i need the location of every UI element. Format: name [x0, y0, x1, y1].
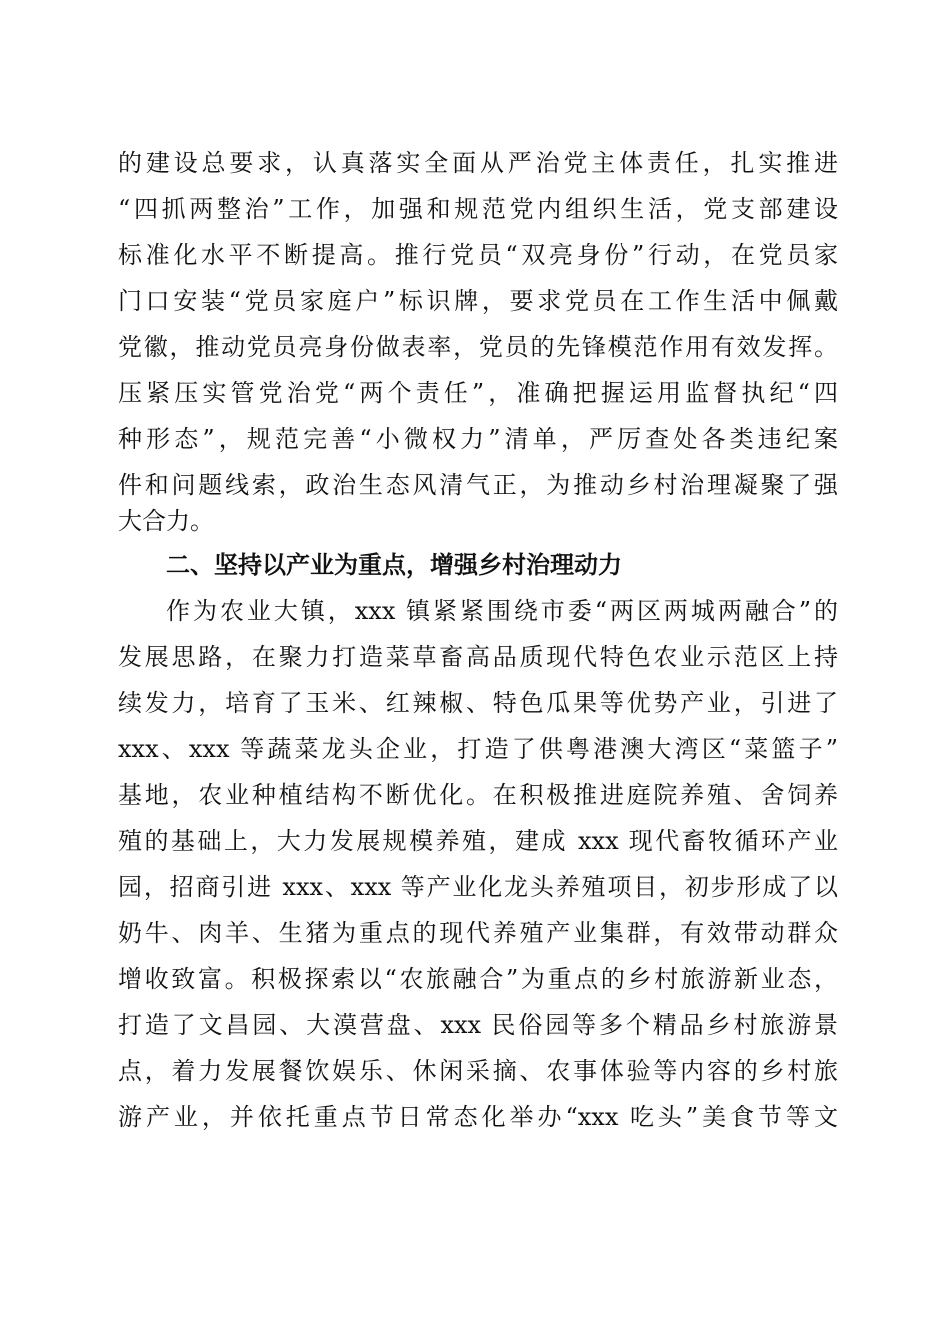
paragraph-2-line-8: 奶牛、肉羊、生猪为重点的现代养殖产业集群，有效带动群众 [118, 919, 838, 947]
paragraph-2-line-7: 园，招商引进 xxx、xxx 等产业化龙头养殖项目，初步形成了以 [118, 873, 838, 901]
paragraph-1-line-1: 的建设总要求，认真落实全面从严治党主体责任，扎实推进 [118, 149, 838, 177]
paragraph-2-line-10: 打造了文昌园、大漠营盘、xxx 民俗园等多个精品乡村旅游景 [118, 1011, 838, 1039]
paragraph-1-line-3: 标准化水平不断提高。推行党员“双亮身份”行动，在党员家 [118, 241, 838, 269]
paragraph-2-line-5: 基地，农业种植结构不断优化。在积极推进庭院养殖、舍饲养 [118, 781, 838, 809]
paragraph-2-line-6: 殖的基础上，大力发展规模养殖，建成 xxx 现代畜牧循环产业 [118, 827, 838, 855]
paragraph-1-line-8: 件和问题线索，政治生态风清气正，为推动乡村治理凝聚了强 [118, 471, 838, 499]
paragraph-1-line-4: 门口安装“党员家庭户”标识牌，要求党员在工作生活中佩戴 [118, 287, 838, 315]
paragraph-2-line-12: 游产业，并依托重点节日常态化举办“xxx 吃头”美食节等文 [118, 1103, 838, 1131]
paragraph-2-line-2: 发展思路，在聚力打造菜草畜高品质现代特色农业示范区上持 [118, 643, 838, 671]
paragraph-1-line-7: 种形态”，规范完善“小微权力”清单，严厉查处各类违纪案 [118, 425, 838, 453]
section-heading: 二、坚持以产业为重点，增强乡村治理动力 [166, 551, 622, 579]
paragraph-2-line-11: 点，着力发展餐饮娱乐、休闲采摘、农事体验等内容的乡村旅 [118, 1057, 838, 1085]
paragraph-2-line-3: 续发力，培育了玉米、红辣椒、特色瓜果等优势产业，引进了 [118, 689, 838, 717]
paragraph-2-line-1: 作为农业大镇，xxx 镇紧紧围绕市委“两区两城两融合”的 [166, 597, 838, 625]
paragraph-2-line-4: xxx、xxx 等蔬菜龙头企业，打造了供粤港澳大湾区“菜篮子” [118, 735, 838, 763]
paragraph-2-line-9: 增收致富。积极探索以“农旅融合”为重点的乡村旅游新业态， [118, 965, 838, 993]
paragraph-1-line-9: 大合力。 [118, 507, 214, 535]
paragraph-1-line-5: 党徽，推动党员亮身份做表率，党员的先锋模范作用有效发挥。 [118, 333, 838, 361]
paragraph-1-line-2: “四抓两整治”工作，加强和规范党内组织生活，党支部建设 [118, 195, 838, 223]
paragraph-1-line-6: 压紧压实管党治党“两个责任”，准确把握运用监督执纪“四 [118, 379, 838, 407]
